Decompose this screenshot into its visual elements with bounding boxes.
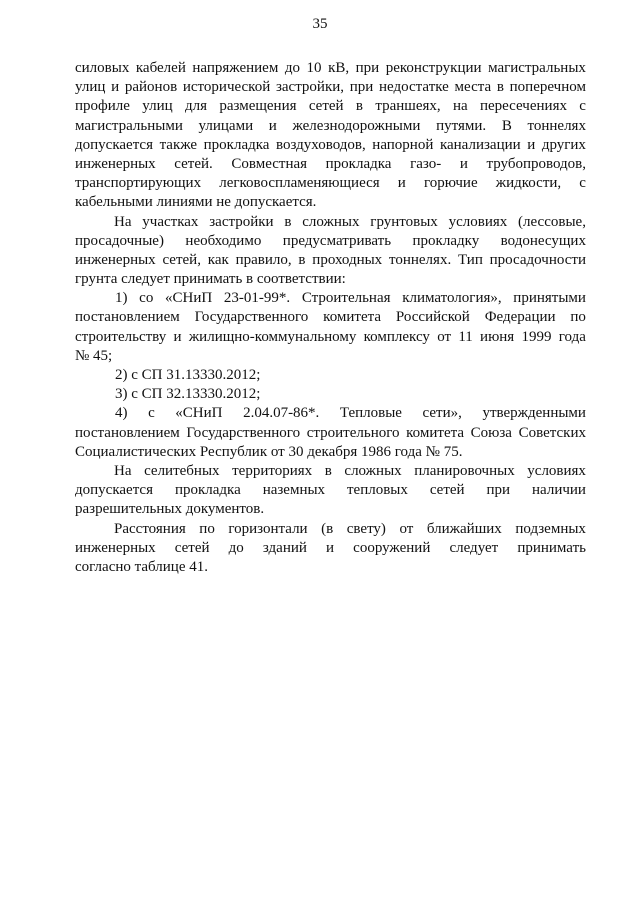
- text-line: инженерных сетей до зданий и сооружений следует принимать: [75, 539, 586, 556]
- text-line: инженерных сетей, как правило, в проходных тоннелях. Тип просадочности: [75, 251, 586, 268]
- document-body: [75, 59, 586, 577]
- list-item-1: [75, 289, 586, 366]
- page-number: 35: [312, 16, 328, 32]
- text-line: кабельными линиями не допускается.: [75, 194, 317, 211]
- text-line: 2) с СП 31.13330.2012;: [115, 367, 261, 383]
- text-line: допускается также прокладка воздуховодов, напорной канализации и других: [75, 136, 586, 153]
- list-item-3: [75, 385, 586, 404]
- text-line: допускается прокладка наземных тепловых сетей при наличии: [75, 482, 586, 499]
- text-line: Расстояния по горизонтали (в свету) от ближайших подземных: [114, 520, 586, 537]
- text-line: № 45;: [75, 347, 113, 364]
- text-line: Социалистических Республик от 30 декабря 1986 года № 75.: [75, 443, 463, 460]
- text-line: силовых кабелей напряжением до 10 кВ, при реконструкции магистральных: [75, 60, 586, 76]
- paragraph-horizontal-distances: [75, 520, 586, 578]
- text-line: постановлением Государственного строительного комитета Союза Советских: [75, 424, 586, 441]
- paragraph-cable-tunnels: [75, 59, 586, 213]
- text-line: магистральными улицами и железнодорожными путями. В тоннелях: [75, 117, 586, 134]
- text-line: постановлением Государственного комитета Российской Федерации по: [75, 309, 586, 326]
- text-line: инженерных сетей. Совместная прокладка газо- и трубопроводов,: [75, 155, 586, 172]
- text-line: 3) с СП 32.13330.2012;: [115, 386, 261, 403]
- list-item-2: [75, 366, 586, 385]
- text-line: 4) с «СНиП 2.04.07-86*. Тепловые сети», утвержденными: [115, 405, 586, 422]
- text-line: профиле улиц для размещения сетей в траншеях, на пересечениях с: [75, 98, 586, 115]
- text-line: улиц и районов исторической застройки, при недостатке места в поперечном: [75, 79, 586, 96]
- text-line: На селитебных территориях в сложных планировочных условиях: [114, 462, 586, 479]
- text-line: разрешительных документов.: [75, 501, 265, 518]
- paragraph-residential-areas: [75, 462, 586, 520]
- text-line: грунта следует принимать в соответствии:: [75, 271, 346, 288]
- text-line: строительству и жилищно-коммунальному комплексу от 11 июня 1999 года: [75, 328, 586, 345]
- text-line: На участках застройки в сложных грунтовых условиях (лессовые,: [114, 213, 586, 230]
- text-line: транспортирующих легковоспламеняющиеся и горючие жидкости, с: [75, 175, 586, 192]
- paragraph-complex-soils: [75, 213, 586, 290]
- text-line: согласно таблице 41.: [75, 558, 208, 575]
- text-line: просадочные) необходимо предусматривать прокладку водонесущих: [75, 232, 586, 249]
- text-line: 1) со «СНиП 23-01-99*. Строительная климатология», принятыми: [115, 290, 586, 307]
- list-item-4: [75, 404, 586, 462]
